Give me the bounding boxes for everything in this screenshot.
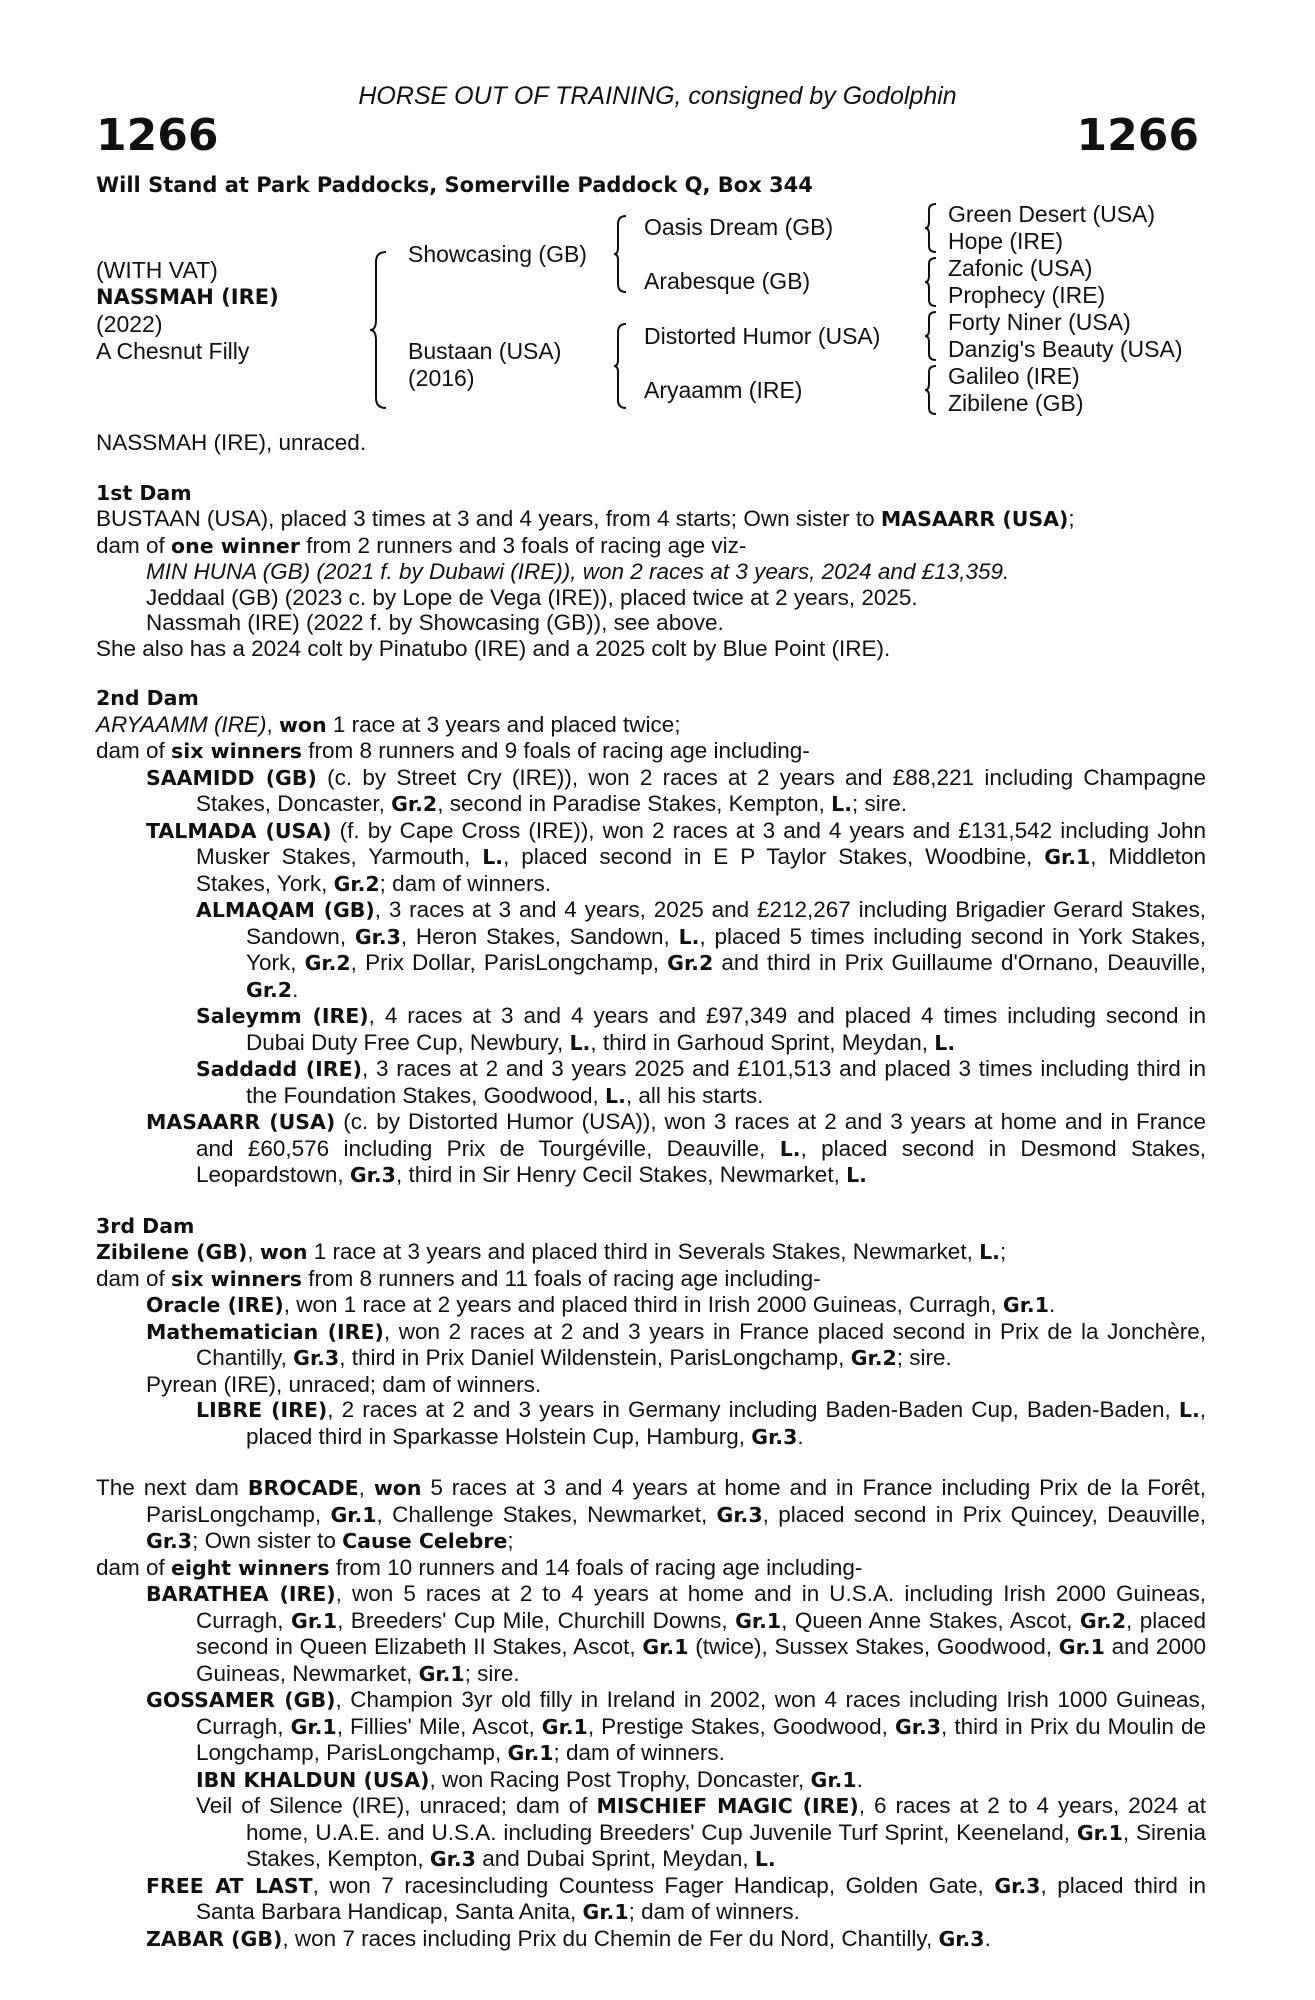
dam1-line1: BUSTAAN (USA), placed 3 times at 3 and 4 years, from 4 starts; Own sister to MASAARR (USA); <box>96 506 1075 531</box>
family-text <box>96 430 1206 1952</box>
horse-name: NASSMAH (IRE) <box>96 285 279 309</box>
stand-location: Will Stand at Park Paddocks, Somerville Paddock Q, Box 344 <box>96 173 813 197</box>
dam1-offspring-2: Jeddaal (GB) (2023 c. by Lope de Vega (IRE)), placed twice at 2 years, 2025. <box>146 584 918 610</box>
gen3-sss: Green Desert (USA) <box>948 201 1156 227</box>
intro-line: NASSMAH (IRE), unraced. <box>96 430 367 455</box>
brace-dam <box>612 322 630 410</box>
dam3-heading: 3rd Dam <box>96 1213 195 1238</box>
next-dam-line1: The next dam BROCADE, won 5 races at 3 and 4 years at home and in France including Prix de la Forêt, ParisLongchamp, Gr.1, Challenge Stakes, Newmarket, Gr.3, placed second in Prix Quincey, Deauville, Gr.3; Own sister to Cause Celebre; <box>96 1475 1206 1553</box>
gen3-sds: Zafonic (USA) <box>948 255 1093 281</box>
brace-ds <box>924 310 940 362</box>
consignor-title: HORSE OUT OF TRAINING, consigned by Godolphin <box>358 82 957 110</box>
dam1-also: She also has a 2024 colt by Pinatubo (IRE) and a 2025 colt by Blue Point (IRE). <box>96 635 891 661</box>
dam-year: (2016) <box>408 365 475 391</box>
dam2-heading: 2nd Dam <box>96 686 199 710</box>
next-barathea: BARATHEA (IRE), won 5 races at 2 to 4 years at home and in U.S.A. including Irish 2000 Guineas, Curragh, Gr.1, Breeders' Cup Mile, Churchill Downs, Gr.1, Queen Anne Stakes, Ascot, Gr.2, placed second in Queen Elizabeth II Stakes, Ascot, Gr.1 (twice), Sussex Stakes, Goodwood, Gr.1 and 2000 Guineas, Newmarket, Gr.1; sire. <box>146 1581 1207 1686</box>
dam2-talmada: TALMADA (USA) (f. by Cape Cross (IRE)), won 2 races at 3 and 4 years and £131,542 including John Musker Stakes, Yarmouth, L., placed second in E P Taylor Stakes, Woodbine, Gr.1, Middleton Stakes, York, Gr.2; dam of winners. <box>146 817 1206 896</box>
next-gossamer: GOSSAMER (GB), Champion 3yr old filly in Ireland in 2002, won 4 races including Irish 1000 Guineas, Curragh, Gr.1, Fillies' Mile, Ascot, Gr.1, Prestige Stakes, Goodwood, Gr.3, third in Prix du Moulin de Longchamp, ParisLongchamp, Gr.1; dam of winners. <box>146 1687 1207 1765</box>
dam2-saamidd: SAAMIDD (GB) (c. by Street Cry (IRE)), won 2 races at 2 years and £88,221 including Champagne Stakes, Doncaster, Gr.2, second in Paradise Stakes, Kempton, L.; sire. <box>146 764 1206 816</box>
gen3-dss: Forty Niner (USA) <box>948 309 1131 335</box>
brace-sire <box>612 214 630 294</box>
dam3-line2: dam of six winners from 8 runners and 11 foals of racing age including- <box>96 1265 821 1291</box>
next-free-at-last: FREE AT LAST, won 7 racesincluding Countess Fager Handicap, Golden Gate, Gr.3, placed third in Santa Barbara Handicap, Santa Anita, Gr.1; dam of winners. <box>146 1872 1206 1924</box>
dam1-heading: 1st Dam <box>96 480 192 505</box>
sire-name: Showcasing (GB) <box>408 241 587 267</box>
horse-description: A Chesnut Filly <box>96 338 250 364</box>
dam-sire: Distorted Humor (USA) <box>644 323 881 349</box>
dam1-offspring-3: Nassmah (IRE) (2022 f. by Showcasing (GB)), see above. <box>146 610 724 635</box>
dam3-pyrean: Pyrean (IRE), unraced; dam of winners. <box>146 1371 542 1397</box>
dam2-almaqam: ALMAQAM (GB), 3 races at 3 and 4 years, 2025 and £212,267 including Brigadier Gerard Stakes, Sandown, Gr.3, Heron Stakes, Sandown, L., placed 5 times including second in York Stakes, York, Gr.2, Prix Dollar, ParisLongchamp, Gr.2 and third in Prix Guillaume d'Ornano, Deauville, Gr.2. <box>196 897 1207 1002</box>
brace-dd <box>924 364 940 416</box>
dam3-libre: LIBRE (IRE), 2 races at 2 and 3 years in Germany including Baden-Baden Cup, Baden-Baden, L., placed third in Sparkasse Holstein Cup, Hamburg, Gr.3. <box>196 1397 1206 1449</box>
gen3-dsd: Danzig's Beauty (USA) <box>948 336 1183 362</box>
lot-number-left: 1266 <box>96 110 219 161</box>
next-dam-line2: dam of eight winners from 10 runners and 14 foals of racing age including- <box>96 1554 863 1580</box>
vat-note: (WITH VAT) <box>96 257 218 283</box>
sire-sire: Oasis Dream (GB) <box>644 214 834 240</box>
dam3-mathematician: Mathematician (IRE), won 2 races at 2 and 3 years in France placed second in Prix de la Jonchère, Chantilly, Gr.3, third in Prix Daniel Wildenstein, ParisLongchamp, Gr.2; sire. <box>146 1318 1206 1370</box>
next-zabar: ZABAR (GB), won 7 races including Prix du Chemin de Fer du Nord, Chantilly, Gr.3. <box>146 1925 991 1951</box>
dam3-oracle: Oracle (IRE), won 1 race at 2 years and placed third in Irish 2000 Guineas, Curragh, Gr.1. <box>146 1292 1056 1317</box>
horse-year: (2022) <box>96 311 163 337</box>
gen3-ddd: Zibilene (GB) <box>948 390 1084 416</box>
dam3-line1: Zibilene (GB), won 1 race at 3 years and placed third in Severals Stakes, Newmarket, L.; <box>96 1239 1007 1264</box>
dam1-line2: dam of one winner from 2 runners and 3 foals of racing age viz- <box>96 532 747 558</box>
dam2-line1: ARYAAMM (IRE), won 1 race at 3 years and placed twice; <box>96 711 681 737</box>
next-veil-of-silence: Veil of Silence (IRE), unraced; dam of MISCHIEF MAGIC (IRE), 6 races at 2 to 4 years, 2024 at home, U.A.E. and U.S.A. including Breeders' Cup Juvenile Turf Sprint, Keeneland, Gr.1, Sirenia Stakes, Kempton, Gr.3 and Dubai Sprint, Meydan, L. <box>196 1793 1207 1871</box>
dam2-saleymm: Saleymm (IRE), 4 races at 3 and 4 years and £97,349 and placed 4 times including second in Dubai Duty Free Cup, Newbury, L., third in Garhoud Sprint, Meydan, L. <box>196 1003 1206 1055</box>
dam2-saddadd: Saddadd (IRE), 3 races at 2 and 3 years 2025 and £101,513 and placed 3 times including third in the Foundation Stakes, Goodwood, L., all his starts. <box>196 1056 1206 1108</box>
dam-dam: Aryaamm (IRE) <box>644 377 803 403</box>
next-ibn-khaldun: IBN KHALDUN (USA), won Racing Post Trophy, Doncaster, Gr.1. <box>196 1766 863 1792</box>
dam-name: Bustaan (USA) <box>408 338 562 364</box>
brace-main <box>368 250 390 410</box>
gen3-ssd: Hope (IRE) <box>948 228 1064 254</box>
gen3-dds: Galileo (IRE) <box>948 363 1080 389</box>
lot-number-right: 1266 <box>1076 110 1199 161</box>
brace-ss <box>924 202 940 254</box>
brace-sd <box>924 256 940 308</box>
dam2-line2: dam of six winners from 8 runners and 9 foals of racing age including- <box>96 738 810 763</box>
dam2-masaarr: MASAARR (USA) (c. by Distorted Humor (USA)), won 3 races at 2 and 3 years at home and in France and £60,576 including Prix de Tourgéville, Deauville, L., placed second in Desmond Stakes, Leopardstown, Gr.3, third in Sir Henry Cecil Stakes, Newmarket, L. <box>146 1109 1207 1187</box>
dam1-offspring-1: MIN HUNA (GB) (2021 f. by Dubawi (IRE)), won 2 races at 3 years, 2024 and £13,359. <box>146 559 1010 584</box>
gen3-sdd: Prophecy (IRE) <box>948 282 1106 308</box>
sire-dam: Arabesque (GB) <box>644 268 811 294</box>
